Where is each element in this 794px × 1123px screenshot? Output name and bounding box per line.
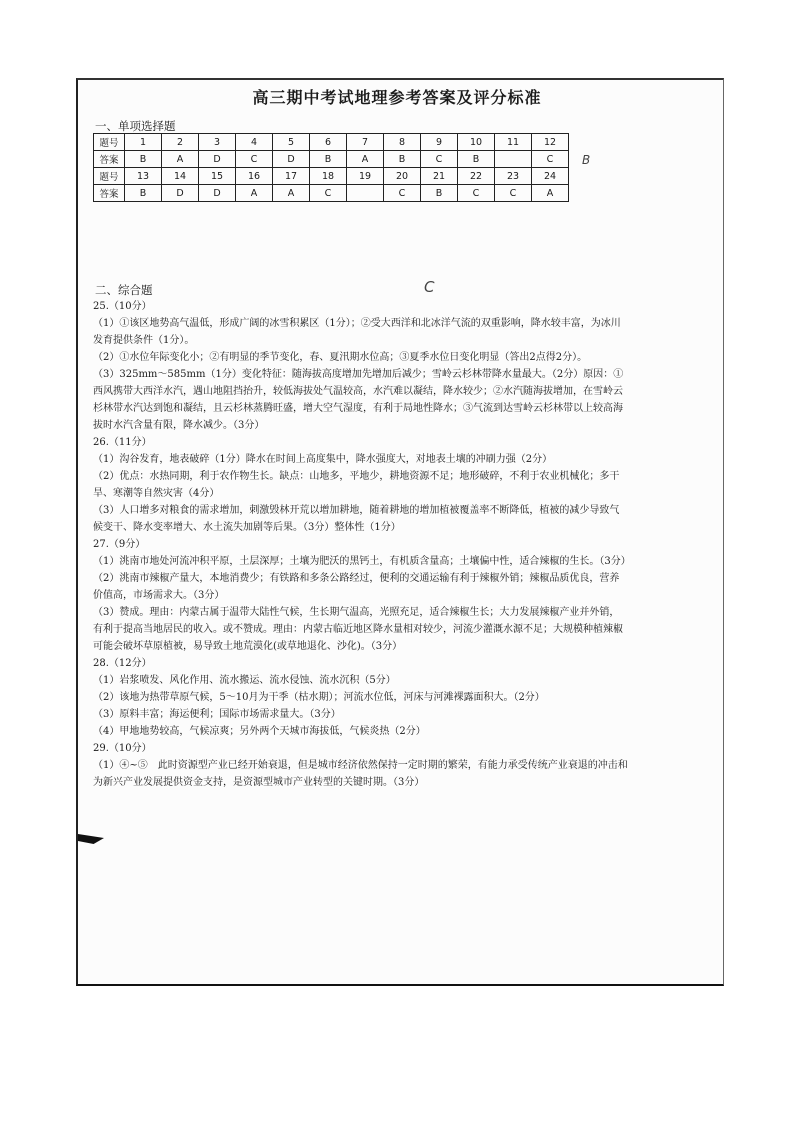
answer-table-cell: C [310, 185, 347, 202]
answer-table-cell: 3 [199, 134, 236, 151]
answer-table-cell: 19 [347, 168, 384, 185]
answer-table-cell: 21 [421, 168, 458, 185]
answer-table-cell: 2 [162, 134, 199, 151]
answer-paragraph: （2）洮南市辣椒产量大，本地消费少；有铁路和多条公路经过，便利的交通运输有利于辣椒外销；辣椒品质优良，营养价值高，市场需求大。（3分） [93, 573, 620, 601]
answer-table-cell: B [310, 151, 347, 168]
question-heading: 27.（9分） [93, 539, 146, 550]
handwritten-mark-q11: B [582, 153, 591, 167]
question-heading: 29.（10分） [93, 743, 152, 754]
answer-paragraph: （3）人口增多对粮食的需求增加，刺激毁林开荒以增加耕地，随着耕地的增加植被覆盖率不断降低，植被的减少导致气候变干、降水变率增大、水土流失加剧等后果。（3分）整体性（1分） [93, 505, 620, 533]
answer-table-cell: 16 [236, 168, 273, 185]
answer-table-cell: 6 [310, 134, 347, 151]
answer-table-cell: 13 [125, 168, 162, 185]
answer-table-row-label: 答案 [94, 185, 125, 202]
answer-paragraph: （2）该地为热带草原气候，5～10月为干季（枯水期）；河流水位低，河床与河滩裸露面积大。（2分） [93, 692, 545, 703]
answer-table-cell: 20 [384, 168, 421, 185]
answer-table-cell: B [458, 151, 495, 168]
answer-paragraph: （4）甲地地势较高，气候凉爽；另外两个天城市海拔低，气候炎热（2分） [93, 726, 426, 737]
answer-table-cell: 11 [495, 134, 532, 151]
answer-table-cell: 4 [236, 134, 273, 151]
answer-paragraph: （2）①水位年际变化小；②有明显的季节变化，春、夏汛期水位高；③夏季水位日变化明显（答出2点得2分）。 [93, 352, 588, 363]
answer-table-row [94, 134, 569, 151]
answer-body [93, 298, 631, 791]
answer-table-cell: B [384, 151, 421, 168]
answer-table [93, 133, 569, 202]
section-heading-comprehensive: 二、综合题 [95, 283, 153, 297]
answer-table-cell: B [125, 185, 162, 202]
answer-table-row [94, 185, 569, 202]
answer-table-cell: B [125, 151, 162, 168]
answer-table-cell: D [199, 185, 236, 202]
answer-table-cell: 1 [125, 134, 162, 151]
answer-table-cell: 18 [310, 168, 347, 185]
answer-paragraph: （1）沟谷发育，地表破碎（1分）降水在时间上高度集中，降水强度大，对地表土壤的冲刷力强（2分） [93, 454, 553, 465]
answer-table-cell: A [273, 185, 310, 202]
question-heading: 28.（12分） [93, 658, 152, 669]
answer-table-cell: A [162, 151, 199, 168]
answer-table-cell: C [458, 185, 495, 202]
answer-table-cell: D [162, 185, 199, 202]
answer-table-cell: A [347, 151, 384, 168]
answer-table-row-label: 题号 [94, 134, 125, 151]
question-heading: 26.（11分） [93, 437, 152, 448]
answer-table-cell: 14 [162, 168, 199, 185]
answer-table-cell: 8 [384, 134, 421, 151]
answer-table-cell: C [236, 151, 273, 168]
answer-table-cell: C [384, 185, 421, 202]
answer-paragraph: （3）325mm～585mm（1分）变化特征：随海拔高度增加先增加后减少；雪岭云杉林带降水量最大。（2分）原因：①西风携带大西洋水汽，遇山地阻挡抬升，较低海拔处气温较高，水汽难以凝结，降水较少；②水汽随海拔增加，在雪岭云杉林带水汽达到饱和凝结，且云杉林蒸腾旺盛，增大空气湿度，有利于局地性降水；③气流到达雪岭云杉林带以上较高海拔时水汽含量有限，降水减少。（3分） [93, 369, 624, 431]
answer-table-row [94, 168, 569, 185]
answer-table-cell: 10 [458, 134, 495, 151]
answer-paragraph: （3）赞成。理由：内蒙古属于温带大陆性气候，生长期气温高，光照充足，适合辣椒生长；大力发展辣椒产业并外销，有利于提高当地居民的收入。或不赞成。理由：内蒙古临近地区降水量相对较少，河流少灌溉水源不足；大规模种植辣椒可能会破坏草原植被，易导致土地荒漠化(或草地退化、沙化)。（3分） [93, 607, 623, 652]
answer-table-cell: D [273, 151, 310, 168]
answer-table-cell: 7 [347, 134, 384, 151]
question-heading: 25.（10分） [93, 301, 152, 312]
answer-table-cell: 24 [532, 168, 569, 185]
answer-table-cell: C [532, 151, 569, 168]
section-heading-choice: 一、单项选择题 [95, 119, 176, 133]
answer-paragraph: （3）原料丰富；海运便利；国际市场需求量大。（3分） [93, 709, 341, 720]
answer-table-cell: 23 [495, 168, 532, 185]
answer-table-cell: 22 [458, 168, 495, 185]
answer-table-row [94, 151, 569, 168]
answer-table-cell: 5 [273, 134, 310, 151]
answer-paragraph: （1）洮南市地处河流冲积平原，土层深厚；土壤为肥沃的黑钙土，有机质含量高；土壤偏中性，适合辣椒的生长。（3分） [93, 556, 631, 567]
handwritten-mark-q19: C [424, 278, 435, 296]
answer-table-cell: C [421, 151, 458, 168]
answer-table-cell: 12 [532, 134, 569, 151]
answer-table-row-label: 答案 [94, 151, 125, 168]
answer-table-cell: A [236, 185, 273, 202]
answer-table-cell: 15 [199, 168, 236, 185]
answer-paragraph: （2）优点：水热同期，利于农作物生长。缺点：山地多，平地少，耕地资源不足；地形破碎，不利于农业机械化；多干旱、寒潮等自然灾害（4分） [93, 471, 620, 499]
answer-table-cell: D [199, 151, 236, 168]
answer-paragraph: （1）岩浆喷发、风化作用、流水搬运、流水侵蚀、流水沉积（5分） [93, 675, 396, 686]
page-title: 高三期中考试地理参考答案及评分标准 [252, 88, 542, 107]
answer-paragraph: （1）④~⑤ 此时资源型产业已经开始衰退，但是城市经济依然保持一定时期的繁荣，有能力承受传统产业衰退的冲击和为新兴产业发展提供资金支持，是资源型城市产业转型的关键时期。（3分） [93, 760, 628, 788]
answer-paragraph: （1）①该区地势高气温低，形成广阔的冰雪积累区（1分）；②受大西洋和北冰洋气流的双重影响，降水较丰富，为冰川发育提供条件（1分）。 [93, 318, 621, 346]
answer-table-cell: A [532, 185, 569, 202]
answer-table-cell [495, 151, 532, 168]
answer-table-cell: C [495, 185, 532, 202]
answer-table-cell [347, 185, 384, 202]
answer-table-cell: B [421, 185, 458, 202]
answer-table-cell: 9 [421, 134, 458, 151]
answer-table-cell: 17 [273, 168, 310, 185]
answer-table-row-label: 题号 [94, 168, 125, 185]
